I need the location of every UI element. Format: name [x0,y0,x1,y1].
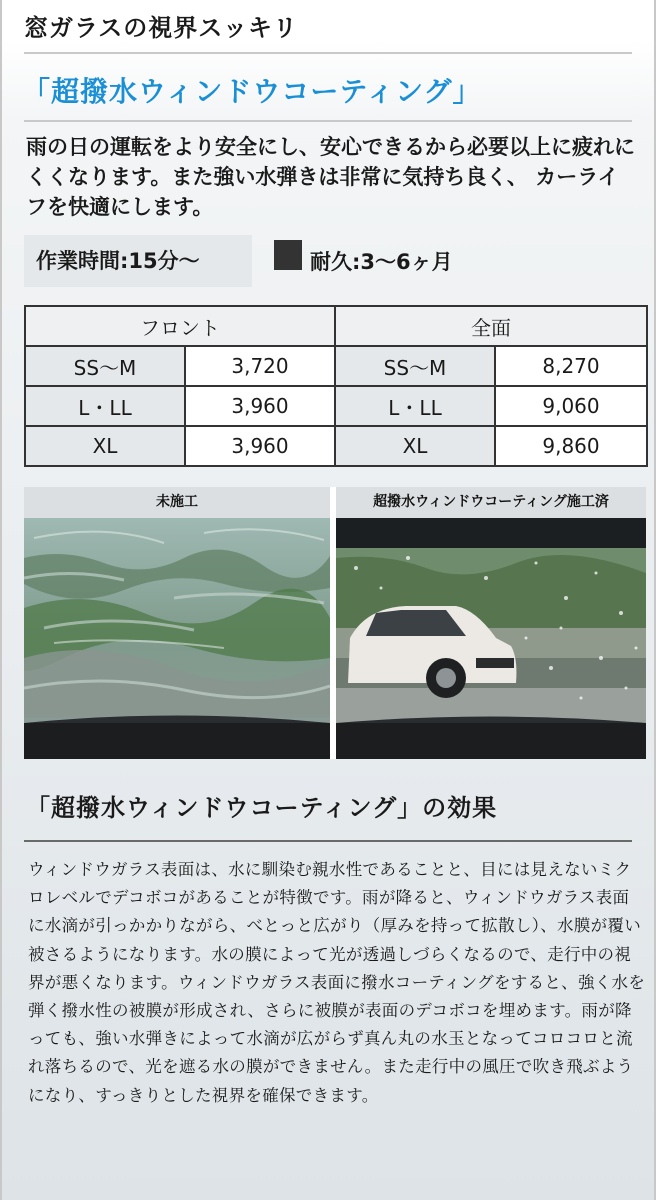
square-bullet-icon [274,240,302,270]
size-cell: XL [335,426,495,466]
divider [24,120,632,122]
column-header-all: 全面 [335,306,647,346]
work-time-badge: 作業時間:15分〜 [24,235,252,287]
size-cell: SS〜M [335,346,495,386]
comparison-photos [24,487,646,759]
size-cell: L・LL [335,386,495,426]
before-photo [24,518,330,759]
size-cell: L・LL [25,386,185,426]
table-row [25,386,647,426]
price-cell: 3,960 [185,426,335,466]
price-table [24,305,648,467]
product-name: 「超撥水ウィンドウコーティング」 [22,75,482,108]
page-title: 窓ガラスの視界スッキリ [24,14,299,42]
durability-text: 耐久:3〜6ヶ月 [310,250,453,274]
price-cell: 9,860 [495,426,647,466]
size-cell: XL [25,426,185,466]
price-cell: 3,960 [185,386,335,426]
table-header-row [25,306,647,346]
after-photo [336,518,646,759]
size-cell: SS〜M [25,346,185,386]
table-row [25,346,647,386]
intro-text: 雨の日の運転をより安全にし、安心できるから必要以上に疲れにくくなります。また強い水弾きは非常に気持ち良く、 カーライフを快適にします。 [26,135,635,219]
effect-heading: 「超撥水ウィンドウコーティング」の効果 [26,794,498,822]
divider [24,52,632,54]
price-cell: 9,060 [495,386,647,426]
after-label: 超撥水ウィンドウコーティング施工済 [336,487,646,518]
divider [24,840,632,842]
effect-description: ウィンドウガラス表面は、水に馴染む親水性であることと、目には見えないミクロレベルでデコボコがあることが特徴です。雨が降ると、ウィンドウガラス表面に水滴が引っかかりながら、べとっと広がり（厚みを持って拡散し）、水膜が覆い被さるようになります。水の膜によって光が透過しづらくなるので、走行中の視界が悪くなります。ウィンドウガラス表面に撥水コーティングをすると、強く水を弾く撥水性の被膜が形成され、さらに被膜が表面のデコボコを埋めます。雨が降っても、強い水弾きによって水滴が広がらず真ん丸の水玉となってコロコロと流れ落ちるので、光を遮る水の膜ができません。また走行中の風圧で吹き飛ぶようになり、すっきりとした視界を確保できます。 [28,860,646,1105]
table-row [25,426,647,466]
column-header-front: フロント [25,306,335,346]
price-cell: 3,720 [185,346,335,386]
price-cell: 8,270 [495,346,647,386]
before-label: 未施工 [24,487,330,518]
